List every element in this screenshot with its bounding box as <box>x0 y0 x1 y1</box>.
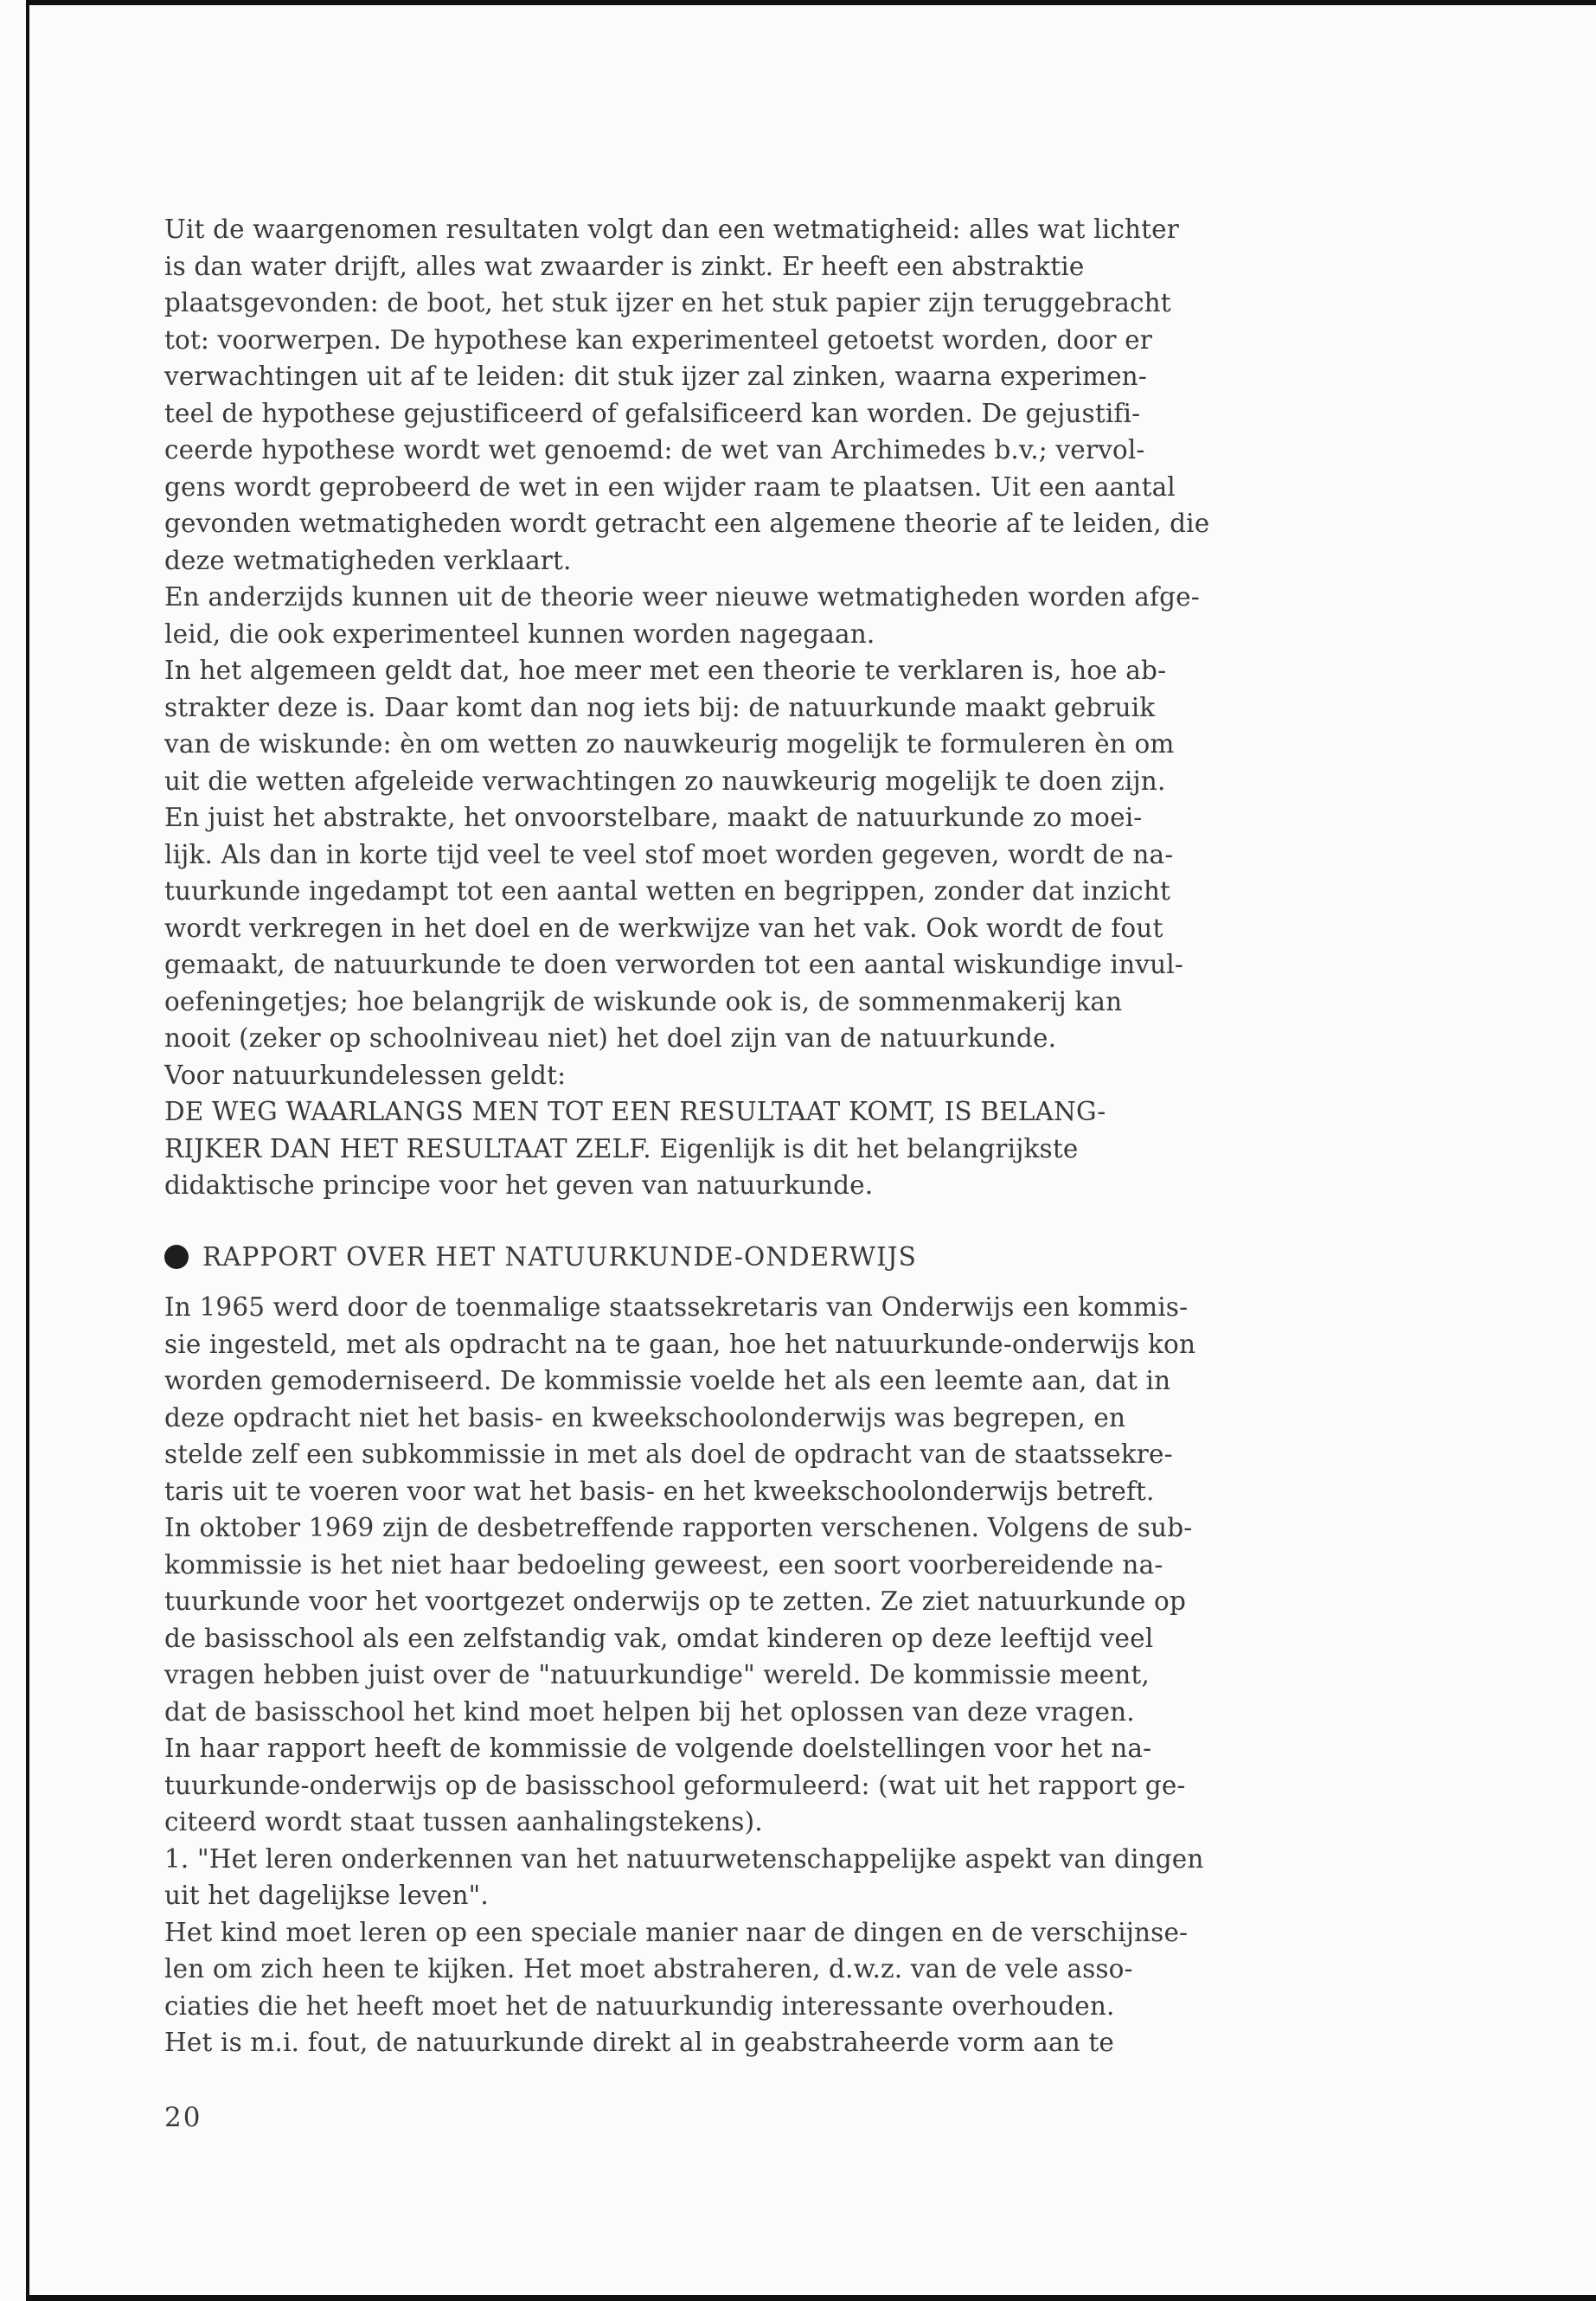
text-line: DE WEG WAARLANGS MEN TOT EEN RESULTAAT KOMT, IS BELANG- <box>164 1097 1106 1126</box>
text-line: gens wordt geprobeerd de wet in een wijder raam te plaatsen. Uit een aantal <box>164 471 1176 502</box>
text-line: RIJKER DAN HET RESULTAAT ZELF. Eigenlijk is dit het belangrijkste <box>164 1133 1079 1163</box>
text-line: citeerd wordt staat tussen aanhalingstekens). <box>164 1807 763 1836</box>
body-text-top <box>164 211 1445 1204</box>
text-line: vragen hebben juist over de "natuurkundige" wereld. De kommissie meent, <box>164 1660 1150 1689</box>
text-line: tot: voorwerpen. De hypothese kan experimenteel getoetst worden, door er <box>164 324 1152 355</box>
text-line: leid, die ook experimenteel kunnen worden nagegaan. <box>164 619 875 649</box>
text-line: kommissie is het niet haar bedoeling geweest, een soort voorbereidende na- <box>164 1549 1163 1580</box>
text-line: Het is m.i. fout, de natuurkunde direkt al in geabstraheerde vorm aan te <box>164 2028 1115 2057</box>
scan-edge-top <box>26 0 1596 5</box>
text-line: verwachtingen uit af te leiden: dit stuk ijzer zal zinken, waarna experimen- <box>164 362 1147 391</box>
scan-edge-left <box>26 0 29 2301</box>
text-line: ciaties die het heeft moet het de natuurkundig interessante overhouden. <box>164 1990 1115 2021</box>
text-line: plaatsgevonden: de boot, het stuk ijzer en het stuk papier zijn teruggebracht <box>164 288 1171 317</box>
text-line: En juist het abstrakte, het onvoorstelbare, maakt de natuurkunde zo moei- <box>164 803 1143 832</box>
text-line: wordt verkregen in het doel en de werkwijze van het vak. Ook wordt de fout <box>164 913 1163 943</box>
text-line: uit het dagelijkse leven". <box>164 1881 489 1910</box>
text-line: Uit de waargenomen resultaten volgt dan een wetmatigheid: alles wat lichter <box>164 215 1180 244</box>
body-text-bottom <box>164 1289 1445 2061</box>
text-line: nooit (zeker op schoolniveau niet) het doel zijn van de natuurkunde. <box>164 1023 1057 1053</box>
text-line: van de wiskunde: èn om wetten zo nauwkeurig mogelijk te formuleren èn om <box>164 729 1175 759</box>
text-line: oefeningetjes; hoe belangrijk de wiskunde ook is, de sommenmakerij kan <box>164 986 1123 1016</box>
scan-edge-bottom <box>26 2295 1596 2301</box>
text-line: taris uit te voeren voor wat het basis- en het kweekschoolonderwijs betreft. <box>164 1476 1155 1506</box>
text-line: de basisschool als een zelfstandig vak, omdat kinderen op deze leeftijd veel <box>164 1623 1154 1653</box>
text-line: tuurkunde ingedampt tot een aantal wetten en begrippen, zonder dat inzicht <box>164 876 1170 906</box>
text-line: Het kind moet leren op een speciale manier naar de dingen en de verschijnse- <box>164 1917 1189 1947</box>
text-line: len om zich heen te kijken. Het moet abstraheren, d.w.z. van de vele asso- <box>164 1954 1133 1984</box>
text-line: ceerde hypothese wordt wet genoemd: de wet van Archimedes b.v.; vervol- <box>164 435 1145 465</box>
text-line: strakter deze is. Daar komt dan nog iets bij: de natuurkunde maakt gebruik <box>164 692 1156 722</box>
text-line: didaktische principe voor het geven van natuurkunde. <box>164 1170 874 1200</box>
text-line: gemaakt, de natuurkunde te doen verworden tot een aantal wiskundige invul- <box>164 950 1183 979</box>
bullet-icon <box>164 1245 189 1269</box>
text-line: uit die wetten afgeleide verwachtingen zo nauwkeurig mogelijk te doen zijn. <box>164 766 1166 796</box>
text-line: sie ingesteld, met als opdracht na te gaan, hoe het natuurkunde-onderwijs kon <box>164 1329 1196 1359</box>
text-line: In haar rapport heeft de kommissie de volgende doelstellingen voor het na- <box>164 1734 1152 1763</box>
text-line: In 1965 werd door de toenmalige staatssekretaris van Onderwijs een kommis- <box>164 1292 1189 1322</box>
text-line: lijk. Als dan in korte tijd veel te veel stof moet worden gegeven, wordt de na- <box>164 839 1174 869</box>
section-heading <box>164 1239 917 1275</box>
text-line: In het algemeen geldt dat, hoe meer met een theorie te verklaren is, hoe ab- <box>164 656 1167 685</box>
section-heading-text: RAPPORT OVER HET NATUURKUNDE-ONDERWIJS <box>202 1242 917 1272</box>
text-line: In oktober 1969 zijn de desbetreffende rapporten verschenen. Volgens de sub- <box>164 1513 1193 1542</box>
text-line: is dan water drijft, alles wat zwaarder is zinkt. Er heeft een abstraktie <box>164 251 1085 281</box>
page-number: 20 <box>164 2102 202 2133</box>
text-line: dat de basisschool het kind moet helpen bij het oplossen van deze vragen. <box>164 1696 1135 1727</box>
text-line: En anderzijds kunnen uit de theorie weer nieuwe wetmatigheden worden afge- <box>164 582 1200 612</box>
text-line: deze wetmatigheden verklaart. <box>164 545 572 575</box>
text-line: tuurkunde-onderwijs op de basisschool geformuleerd: (wat uit het rapport ge- <box>164 1770 1186 1800</box>
text-line: stelde zelf een subkommissie in met als doel de opdracht van de staatssekre- <box>164 1439 1173 1469</box>
text-line: gevonden wetmatigheden wordt getracht een algemene theorie af te leiden, die <box>164 509 1210 538</box>
text-line: deze opdracht niet het basis- en kweekschoolonderwijs was begrepen, en <box>164 1402 1126 1433</box>
text-line: tuurkunde voor het voortgezet onderwijs op te zetten. Ze ziet natuurkunde op <box>164 1586 1186 1616</box>
text-line: 1. "Het leren onderkennen van het natuurwetenschappelijke aspekt van dingen <box>164 1843 1204 1874</box>
text-line: Voor natuurkundelessen geldt: <box>164 1060 567 1090</box>
text-line: teel de hypothese gejustificeerd of gefalsificeerd kan worden. De gejustifi- <box>164 398 1141 428</box>
text-line: worden gemoderniseerd. De kommissie voelde het als een leemte aan, dat in <box>164 1366 1171 1395</box>
